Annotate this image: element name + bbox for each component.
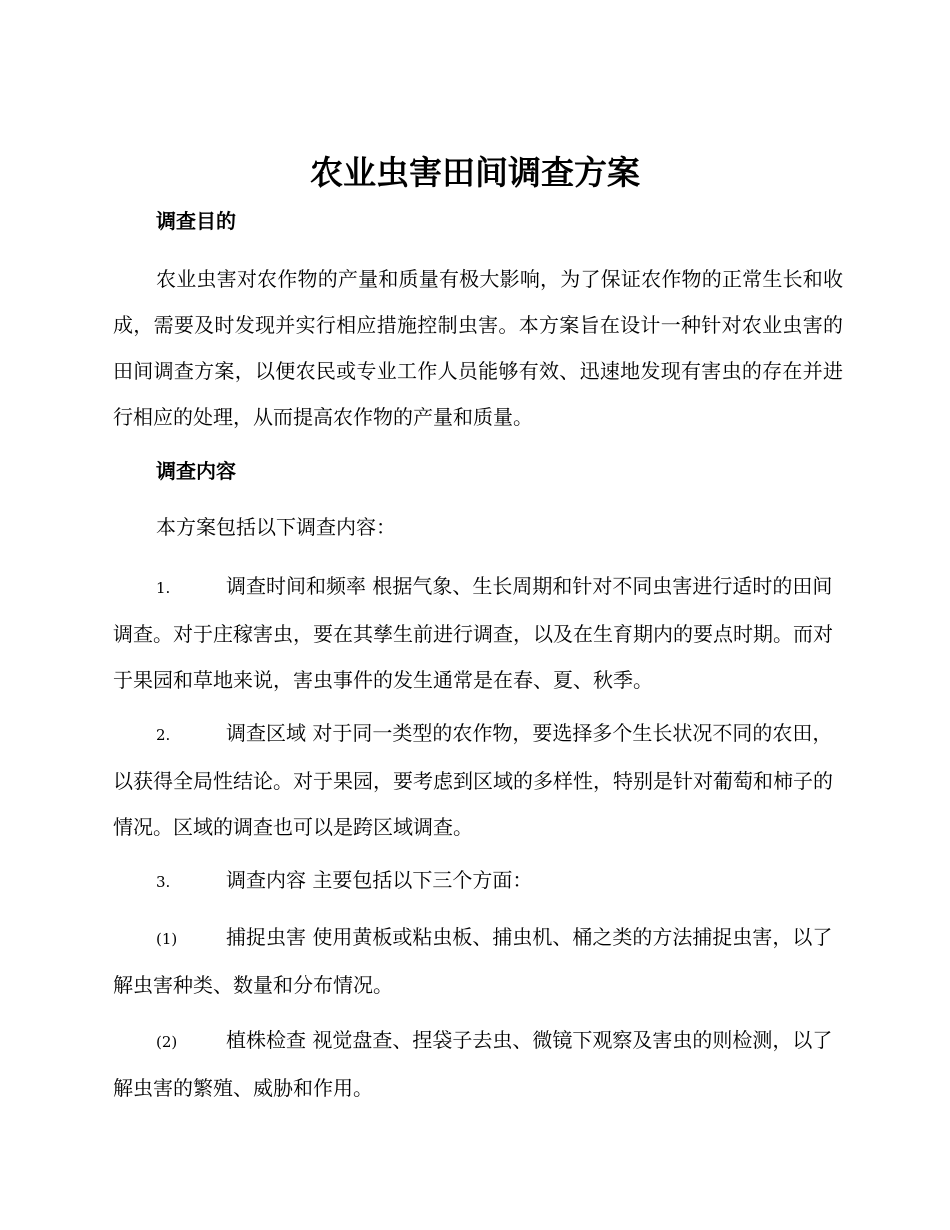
list-item-marker: (2) bbox=[156, 1033, 178, 1051]
list-item-text: 调查区域 对于同一类型的农作物，要选择多个生长状况不同的农田，以获得全局性结论。对于果园，要考虑到区域的多样性，特别是针对葡萄和柿子的情况。区域的调查也可以是跨区域调查。 bbox=[113, 721, 833, 839]
section-heading-purpose: 调查目的 bbox=[156, 209, 236, 233]
section-heading-content: 调查内容 bbox=[156, 459, 236, 483]
list-item bbox=[113, 563, 843, 703]
list-item-marker: 3. bbox=[156, 873, 171, 891]
list-item-text: 捕捉虫害 使用黄板或粘虫板、捕虫机、桶之类的方法捕捉虫害，以了解虫害种类、数量和分布情况。 bbox=[113, 925, 833, 997]
content-intro: 本方案包括以下调查内容： bbox=[156, 515, 396, 539]
list-item-marker: (1) bbox=[156, 930, 178, 948]
purpose-paragraph: 农业虫害对农作物的产量和质量有极大影响，为了保证农作物的正常生长和收成，需要及时发现并实行相应措施控制虫害。本方案旨在设计一种针对农业虫害的田间调查方案，以便农民或专业工作人员能够有效、迅速地发现有害虫的存在并进行相应的处理，从而提高农作物的产量和质量。 bbox=[113, 267, 843, 429]
list-item bbox=[113, 710, 843, 850]
list-item bbox=[113, 857, 843, 905]
list-item-text: 调查内容 主要包括以下三个方面： bbox=[226, 868, 533, 892]
list-item-text: 调查时间和频率 根据气象、生长周期和针对不同虫害进行适时的田间调查。对于庄稼害虫，要在其孳生前进行调查，以及在生育期内的要点时期。而对于果园和草地来说，害虫事件的发生通常是在春、夏、秋季。 bbox=[113, 574, 833, 692]
list-item bbox=[113, 1017, 843, 1111]
list-item-marker: 1. bbox=[156, 579, 171, 597]
list-item-marker: 2. bbox=[156, 726, 171, 744]
list-item-text: 植株检查 视觉盘查、捏袋子去虫、微镜下观察及害虫的则检测，以了解虫害的繁殖、威胁和作用。 bbox=[113, 1028, 833, 1100]
list-item bbox=[113, 914, 843, 1008]
document-title: 农业虫害田间调查方案 bbox=[310, 153, 640, 192]
